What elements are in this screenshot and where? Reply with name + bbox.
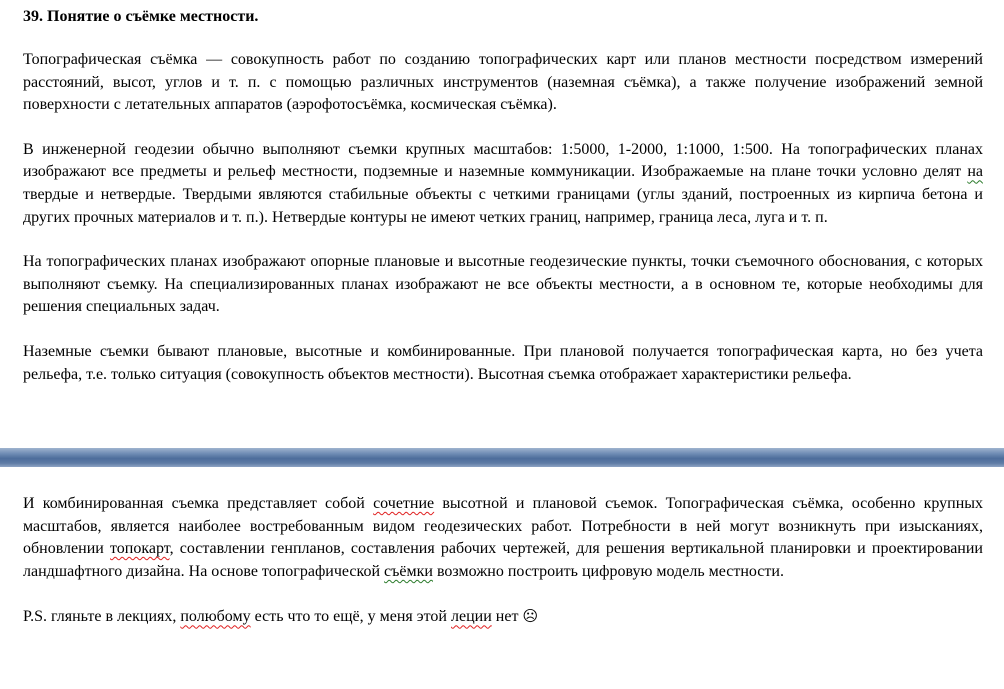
grammar-flagged-word[interactable]: на	[967, 163, 983, 181]
page-2-content	[23, 493, 983, 651]
misspelled-word[interactable]: топокарт	[110, 540, 170, 558]
paragraph-engineering-geodesy	[23, 139, 983, 229]
sad-face-icon: ☹	[522, 607, 539, 626]
text-run: P.S. гляньте в лекциях,	[23, 608, 181, 626]
text-run: В инженерной геодезии обычно выполняют съемки крупных масштабов: 1:5000, 1-2000, 1:1000, 1:500. На топографических планах изображают все предметы и рельеф местности, подземные и наземные коммуникации. Изображаемые на плане точки условно делят	[23, 140, 983, 181]
paragraph-combined-survey	[23, 493, 983, 583]
text-run: высотной и плановой съемок. Топографическая съёмка, особенно крупных масштабов, является наиболее востребованным видом геодезических работ. Потребности в ней могут возникнуть при изысканиях, обновлении	[23, 495, 984, 558]
text-run: возможно построить цифровую модель местности.	[432, 562, 784, 580]
grammar-flagged-word[interactable]: съёмки	[384, 562, 433, 580]
paragraph-postscript	[23, 605, 983, 629]
text-run: , составлении генпланов, составления рабочих чертежей, для решения вертикальной планировки и проектировании ландшафтного дизайна. На основе топографической	[23, 540, 983, 580]
text-run: И комбинированная съемка представляет собой	[23, 495, 374, 512]
paragraph-survey-types: Наземные съемки бывают плановые, высотные и комбинированные. При плановой получается топографическая карта, но без учета рельефа, т.е. только ситуация (совокупность объектов местности). Высотная съемка отображает характеристики рельефа.	[23, 342, 983, 383]
misspelled-word[interactable]: полюбому	[180, 608, 251, 626]
page-1-content	[23, 6, 983, 408]
text-run: есть что то ещё, у меня этой	[250, 608, 451, 626]
paragraph-reference-points: На топографических планах изображают опорные плановые и высотные геодезические пункты, точки съемочного обоснования, с которых выполняют съемку. На специализированных планах изображают не все объекты местности, а в основном те, которые необходимы для решения специальных задач.	[23, 253, 983, 316]
page-break-separator	[0, 448, 1004, 467]
section-heading: 39. Понятие о съёмке местности.	[23, 8, 259, 25]
document-page-2	[0, 467, 1004, 689]
text-run: нет	[491, 608, 523, 626]
paragraph-topographic-survey-definition: Топографическая съёмка — совокупность работ по созданию топографических карт или планов местности посредством измерений расстояний, высот, углов и т. п. с помощью различных инструментов (наземная съёмка), а также получение изображений земной поверхности с летательных аппаратов (аэрофотосъёмка, космическая съёмка).	[23, 51, 983, 114]
misspelled-word[interactable]: леции	[451, 608, 492, 626]
misspelled-word[interactable]: сочетние	[373, 495, 435, 512]
text-run: твердые и нетвердые. Твердыми являются стабильные объекты с четкими границами (углы зданий, построенных из кирпича бетона и других прочных материалов и т. п.). Нетвердые контуры не имеют четких границ, например, граница леса, луга и т. п.	[23, 185, 983, 226]
